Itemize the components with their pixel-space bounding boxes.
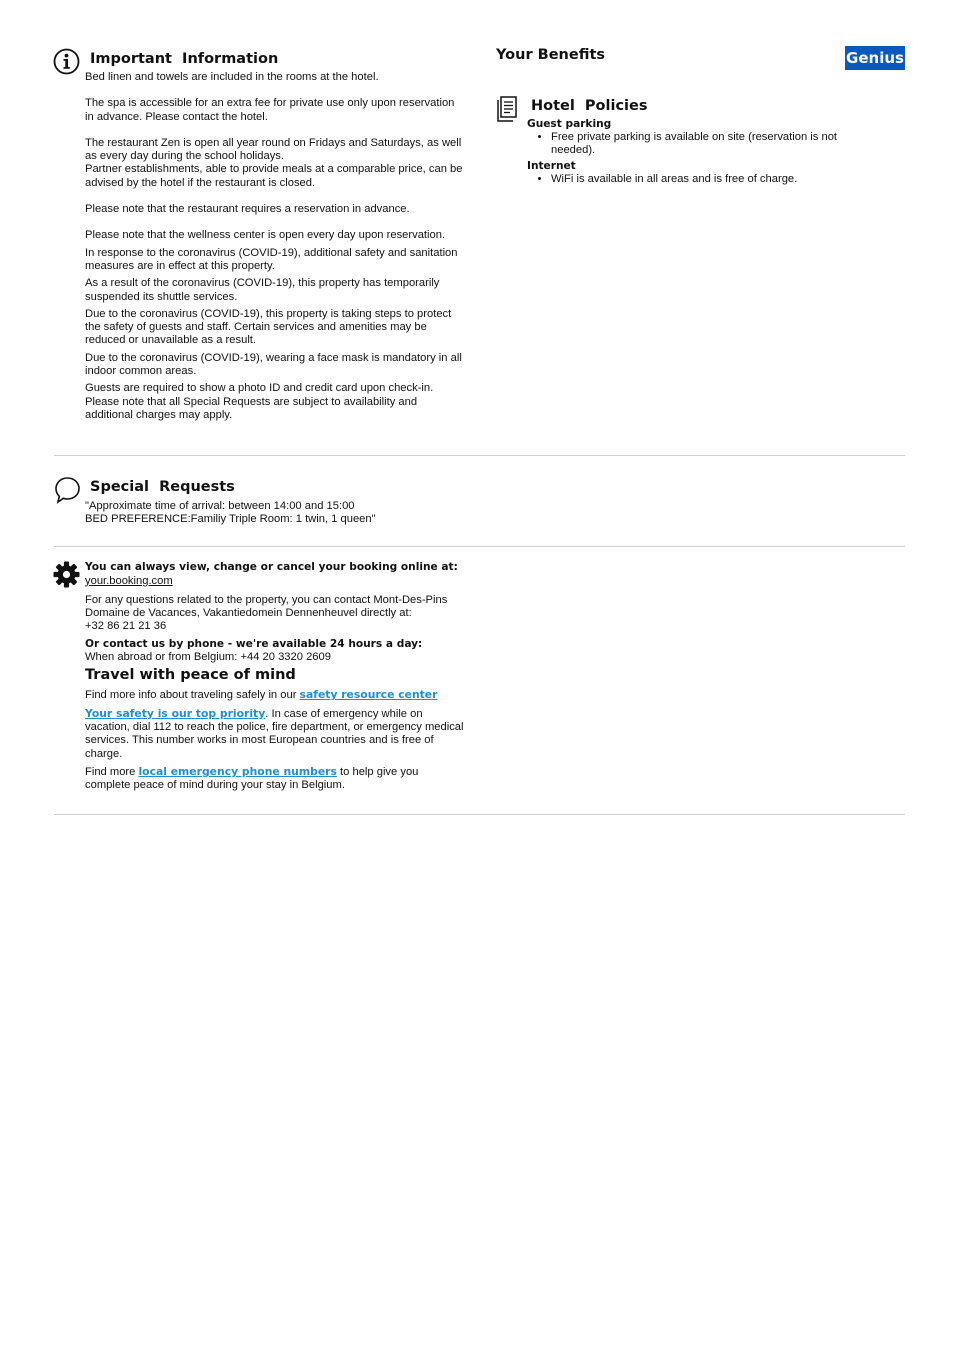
gear-icon	[53, 561, 80, 588]
internet-label: Internet	[527, 159, 576, 172]
safety-text: . In case of emergency while on vacation, dial 112 to reach the police, fire department, or emergency medical services. This number works in most European countries and is free of charge.	[85, 707, 464, 760]
safety-priority-link[interactable]: Your safety is our top priority	[85, 706, 266, 720]
parking-list	[527, 131, 872, 158]
info-paragraph: Bed linen and towels are included in the rooms at the hotel.	[85, 71, 379, 83]
internet-list	[527, 173, 872, 186]
genius-badge: Genius	[845, 46, 905, 70]
benefits-title: Your Benefits	[496, 47, 606, 63]
info-icon	[53, 48, 80, 75]
phone-heading: Or contact us by phone - we're available 24 hours a day:	[85, 637, 423, 650]
manage-heading: You can always view, change or cancel your booking online at:	[85, 561, 458, 573]
special-request-line: "Approximate time of arrival: between 14:00 and 15:00	[85, 500, 355, 512]
info-paragraph: As a result of the coronavirus (COVID-19), this property has temporarily suspended its shuttle services.	[85, 277, 440, 303]
special-requests-body	[85, 500, 465, 527]
special-request-line: BED PREFERENCE:Familiy Triple Room: 1 twin, 1 queen"	[85, 513, 376, 526]
abroad-phone: When abroad or from Belgium: +44 20 3320 2609	[85, 651, 331, 664]
info-paragraph: Guests are required to show a photo ID and credit card upon check-in.	[85, 382, 434, 395]
divider	[54, 814, 905, 815]
divider	[54, 455, 905, 456]
list-item: • WiFi is available in all areas and is free of charge.	[551, 173, 872, 186]
emergency-suffix: to help give you complete peace of mind during your stay in Belgium.	[85, 765, 419, 792]
info-paragraph: Please note that all Special Requests are subject to availability and additional charges may apply.	[85, 395, 418, 421]
important-info-body	[85, 71, 465, 422]
emergency-numbers-paragraph	[85, 765, 465, 793]
emergency-prefix: Find more	[85, 765, 139, 778]
travel-info-text: Find more info about traveling safely in our	[85, 689, 300, 702]
policies-body	[527, 118, 872, 186]
property-phone: +32 86 21 21 36	[85, 620, 167, 633]
travel-title: Travel with peace of mind	[85, 667, 296, 684]
safety-paragraph	[85, 707, 465, 761]
info-paragraph: The restaurant Zen is open all year round on Fridays and Saturdays, as well as every day during the school holidays.	[85, 136, 462, 163]
manage-booking-section	[85, 561, 465, 793]
info-paragraph: In response to the coronavirus (COVID-19), additional safety and sanitation measures are in effect at this property.	[85, 246, 458, 272]
info-paragraph: Due to the coronavirus (COVID-19), wearing a face mask is mandatory in all indoor common areas.	[85, 351, 462, 378]
contact-text: For any questions related to the property, you can contact Mont-Des-Pins Domaine de Vacances, Vakantiedomein Dennenheuvel directly at:	[85, 593, 448, 620]
info-paragraph: Please note that the restaurant requires a reservation in advance.	[85, 203, 410, 216]
info-paragraph: Due to the coronavirus (COVID-19), this property is taking steps to protect the safety of guests and staff. Certain services and amenities may be reduced or unavailable as a result.	[85, 307, 452, 347]
divider	[54, 546, 905, 547]
speech-bubble-icon	[54, 476, 81, 504]
travel-info	[85, 688, 465, 702]
important-info-title: Important Information	[90, 51, 279, 67]
emergency-numbers-link[interactable]: local emergency phone numbers	[138, 764, 337, 778]
list-item: • Free private parking is available on site (reservation is not needed).	[551, 131, 872, 158]
policies-title: Hotel Policies	[531, 98, 648, 114]
info-paragraph: The spa is accessible for an extra fee for private use only upon reservation in advance. Please contact the hotel.	[85, 97, 455, 123]
document-icon	[496, 96, 520, 122]
parking-label: Guest parking	[527, 118, 612, 130]
info-paragraph: Please note that the wellness center is open every day upon reservation.	[85, 229, 446, 242]
special-requests-title: Special Requests	[90, 479, 235, 495]
booking-url-link[interactable]: your.booking.com	[85, 574, 173, 587]
info-paragraph: Partner establishments, able to provide meals at a comparable price, can be advised by the hotel if the restaurant is closed.	[85, 163, 463, 189]
safety-resource-center-link[interactable]: safety resource center	[299, 688, 438, 702]
